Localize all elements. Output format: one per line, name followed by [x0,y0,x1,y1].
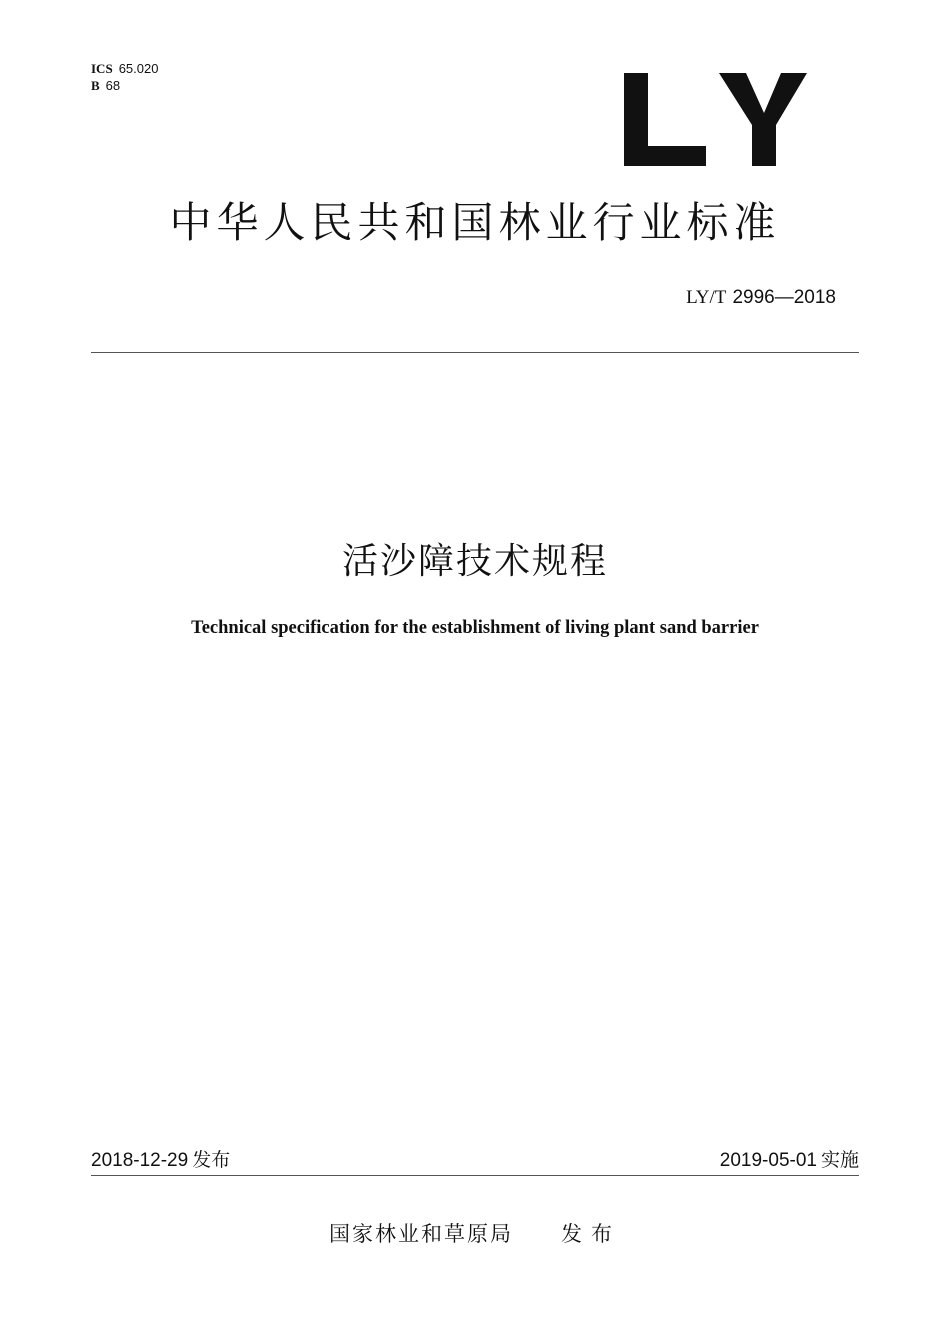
ccs-label: B [91,78,100,93]
implement-date: 2019-05-01 [719,1150,817,1171]
document-title-chinese: 活沙障技术规程 [341,541,608,582]
classification-codes [91,60,158,94]
ly-logo [624,73,807,166]
standard-prefix: LY/T [686,287,727,308]
standard-code: 2996—2018 [732,287,836,308]
standard-number [686,286,836,309]
publisher-action: 发布 [561,1222,621,1246]
ccs-value: 68 [105,78,121,93]
issue-date-block [91,1145,230,1172]
ccs-code-line [91,77,158,94]
implement-label: 实施 [820,1149,859,1171]
header-divider [91,352,859,353]
issue-date: 2018-12-29 [91,1150,189,1171]
publisher-name: 国家林业和草原局 [329,1222,513,1246]
ly-logo-letter-l [624,73,706,166]
ly-logo-letter-y [719,73,807,166]
ics-code-line [91,60,158,77]
ics-label: ICS [91,61,113,76]
industry-standard-title: 中华人民共和国林业行业标准 [169,198,781,247]
document-title-english: Technical specification for the establishment of living plant sand barrier [191,618,759,638]
ics-value: 65.020 [118,61,159,76]
footer-divider [91,1175,859,1176]
publisher-line [0,1218,950,1248]
issue-label: 发布 [192,1149,231,1171]
implement-date-block [720,1145,859,1172]
